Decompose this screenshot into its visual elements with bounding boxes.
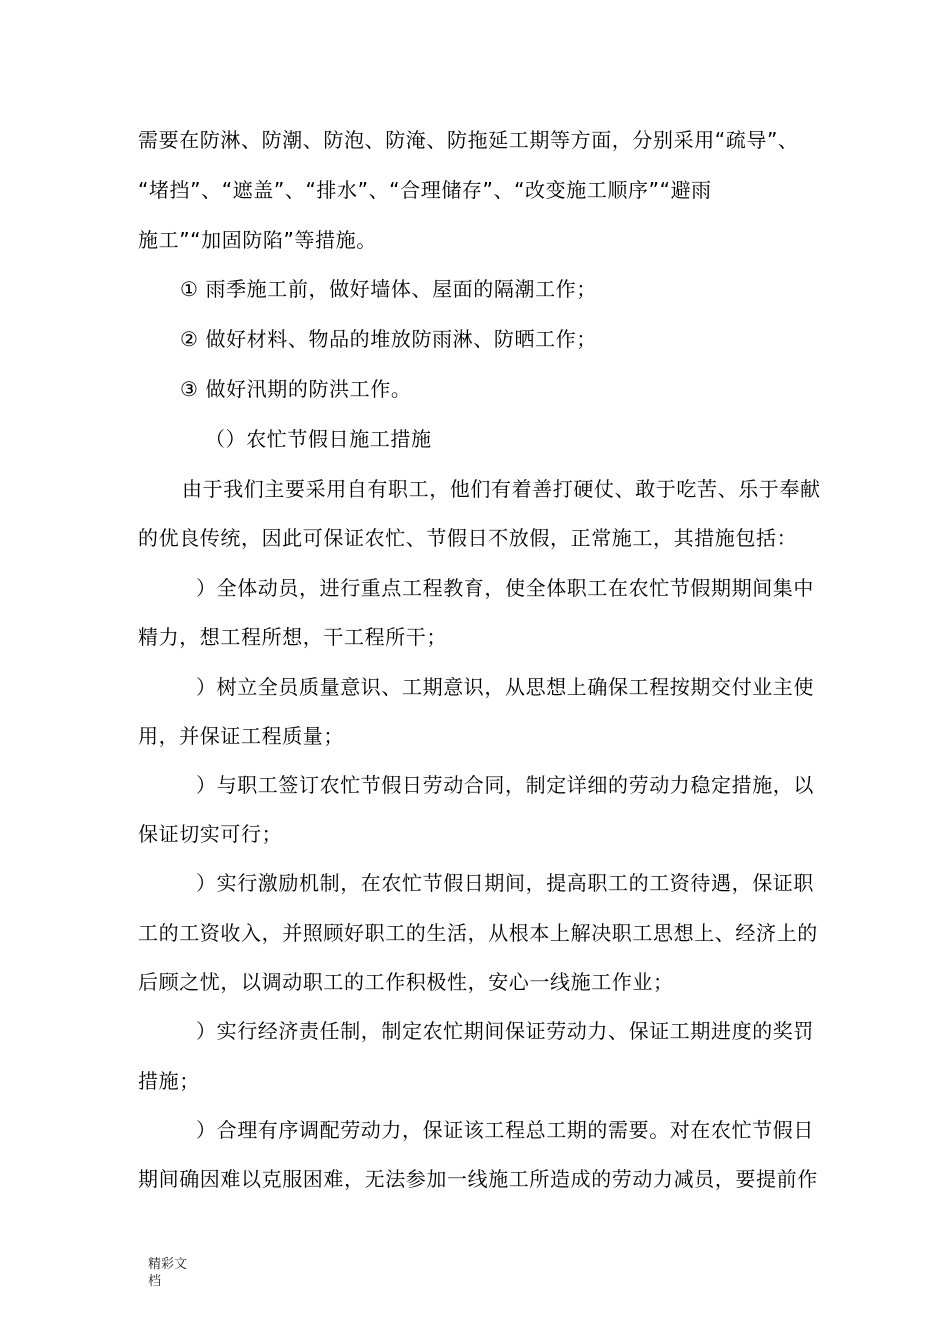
paragraph-line: 需要在防淋、防潮、防泡、防淹、防拖延工期等方面，分别采用“疏导”、	[138, 128, 799, 152]
list-item: ② 做好材料、物品的堆放防雨淋、防晒工作；	[180, 327, 597, 351]
paragraph-line: 期间确因难以克服困难，无法参加一线施工所造成的劳动力减员，要提前作	[138, 1167, 818, 1191]
list-item: ③ 做好汛期的防洪工作。	[180, 377, 412, 401]
list-item: ）实行经济责任制，制定农忙期间保证劳动力、保证工期进度的奖罚	[196, 1019, 814, 1043]
paragraph-line: 用，并保证工程质量；	[138, 724, 344, 748]
paragraph-line: 后顾之忧，以调动职工的工作积极性，安心一线施工作业；	[138, 970, 674, 994]
list-item: ）全体动员，进行重点工程教育，使全体职工在农忙节假期期间集中	[196, 576, 814, 600]
list-item: ① 雨季施工前，做好墙体、屋面的隔潮工作；	[180, 277, 597, 301]
paragraph-line: 施工”“加固防陷”等措施。	[138, 228, 377, 252]
list-item: ）树立全员质量意识、工期意识，从思想上确保工程按期交付业主使	[196, 675, 814, 699]
paragraph-line: 工的工资收入，并照顾好职工的生活，从根本上解决职工思想上、经济上的	[138, 921, 818, 945]
page-footer-line: 精彩文	[148, 1257, 188, 1272]
paragraph-line: 精力，想工程所想，干工程所干；	[138, 625, 447, 649]
list-item: ）实行激励机制，在农忙节假日期间，提高职工的工资待遇，保证职	[196, 871, 814, 895]
paragraph-line: 的优良传统，因此可保证农忙、节假日不放假，正常施工，其措施包括：	[138, 526, 798, 550]
paragraph-line: 措施；	[138, 1069, 200, 1093]
list-item: ）与职工签订农忙节假日劳动合同，制定详细的劳动力稳定措施，以	[196, 773, 814, 797]
section-heading: （）农忙节假日施工措施	[205, 427, 432, 451]
page-footer-line: 档	[148, 1274, 162, 1289]
paragraph-line: 由于我们主要采用自有职工，他们有着善打硬仗、敢于吃苦、乐于奉献	[182, 477, 821, 501]
paragraph-line: 保证切实可行；	[138, 822, 283, 846]
paragraph-line: “堵挡”、“遮盖”、“排水”、“合理储存”、“改变施工顺序”“避雨	[138, 178, 712, 202]
list-item: ）合理有序调配劳动力，保证该工程总工期的需要。对在农忙节假日	[196, 1118, 814, 1142]
